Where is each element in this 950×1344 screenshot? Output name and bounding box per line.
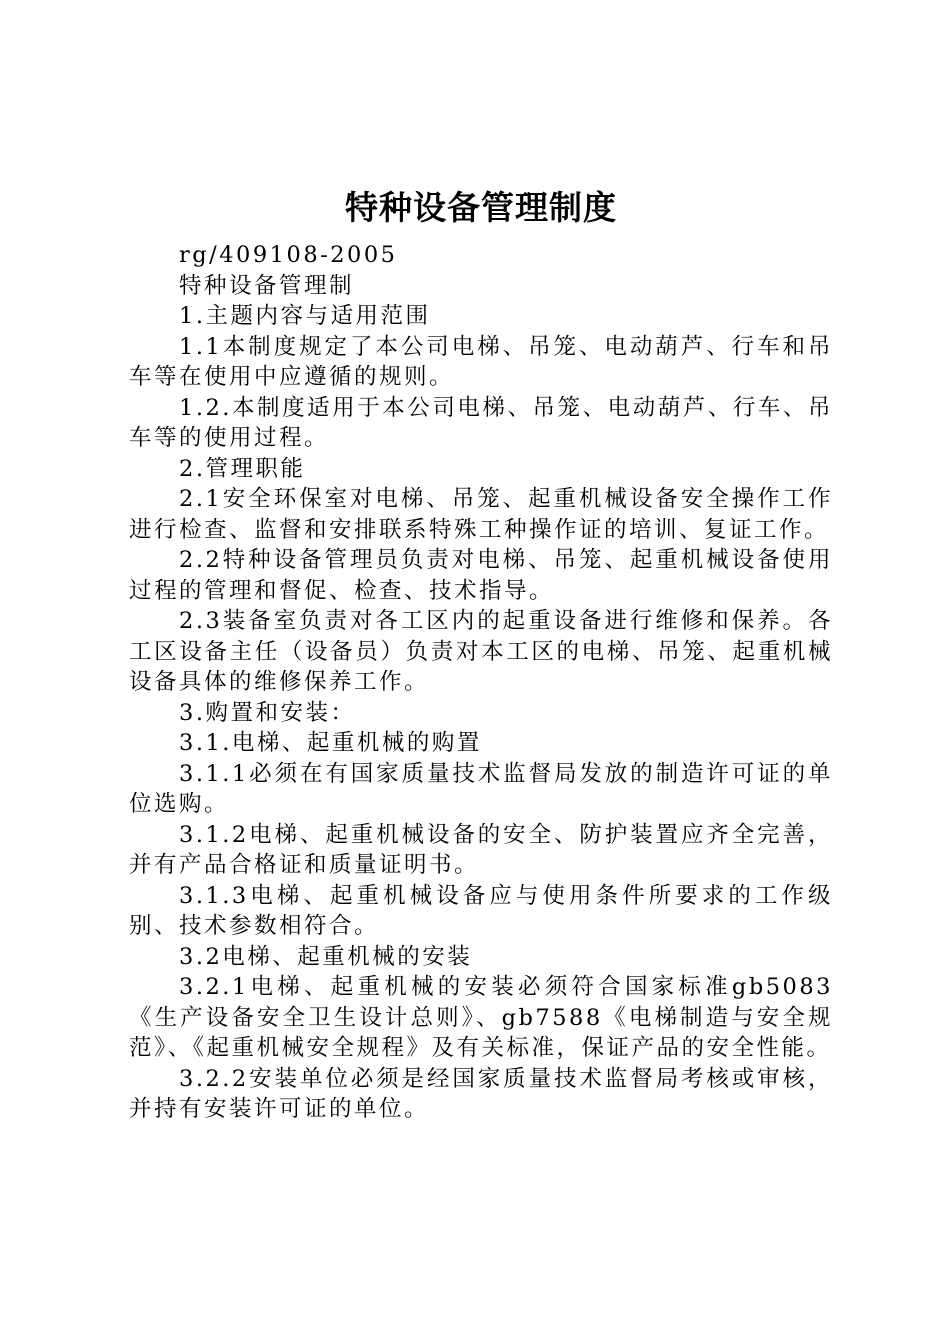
clause-2-2: 2.2特种设备管理员负责对电梯、吊笼、起重机械设备使用过程的管理和督促、检查、技术指导。	[129, 547, 833, 604]
clause-3-1-2: 3.1.2电梯、起重机械设备的安全、防护装置应齐全完善，并有产品合格证和质量证明书。	[129, 821, 833, 878]
clause-3-2-1: 3.2.1电梯、起重机械的安装必须符合国家标准gb5083《生产设备安全卫生设计总则》、gb7588《电梯制造与安全规范》、《起重机械安全规程》及有关标准，保证产品的安全性能。	[129, 974, 833, 1061]
section-heading-2: 2.管理职能	[179, 455, 306, 482]
document-subtitle: 特种设备管理制	[179, 272, 355, 299]
clause-3-2-2: 3.2.2安装单位必须是经国家质量技术监督局考核或审核，并持有安装许可证的单位。	[129, 1065, 833, 1122]
subsection-heading-3-1: 3.1.电梯、起重机械的购置	[179, 730, 482, 756]
clause-3-1-1: 3.1.1必须在有国家质量技术监督局发放的制造许可证的单位选购。	[129, 760, 833, 817]
clause-2-3: 2.3装备室负责对各工区内的起重设备进行维修和保养。各工区设备主任（设备员）负责对本工区的电梯、吊笼、起重机械设备具体的维修保养工作。	[129, 608, 833, 695]
subsection-heading-3-2: 3.2电梯、起重机械的安装	[179, 943, 473, 970]
clause-2-1: 2.1安全环保室对电梯、吊笼、起重机械设备安全操作工作进行检查、监督和安排联系特殊工种操作证的培训、复证工作。	[129, 486, 833, 543]
document-code: rg/409108-2005	[179, 242, 398, 268]
clause-1-1: 1.1本制度规定了本公司电梯、吊笼、电动葫芦、行车和吊车等在使用中应遵循的规则。	[129, 333, 833, 390]
clause-1-2: 1.2.本制度适用于本公司电梯、吊笼、电动葫芦、行车、吊车等的使用过程。	[129, 394, 833, 451]
section-heading-1: 1.主题内容与适用范围	[179, 303, 431, 329]
clause-3-1-3: 3.1.3电梯、起重机械设备应与使用条件所要求的工作级别、技术参数相符合。	[129, 882, 833, 939]
section-heading-3: 3.购置和安装：	[179, 699, 356, 726]
document-title: 特种设备管理制度	[345, 188, 617, 227]
document-page	[129, 186, 833, 1125]
